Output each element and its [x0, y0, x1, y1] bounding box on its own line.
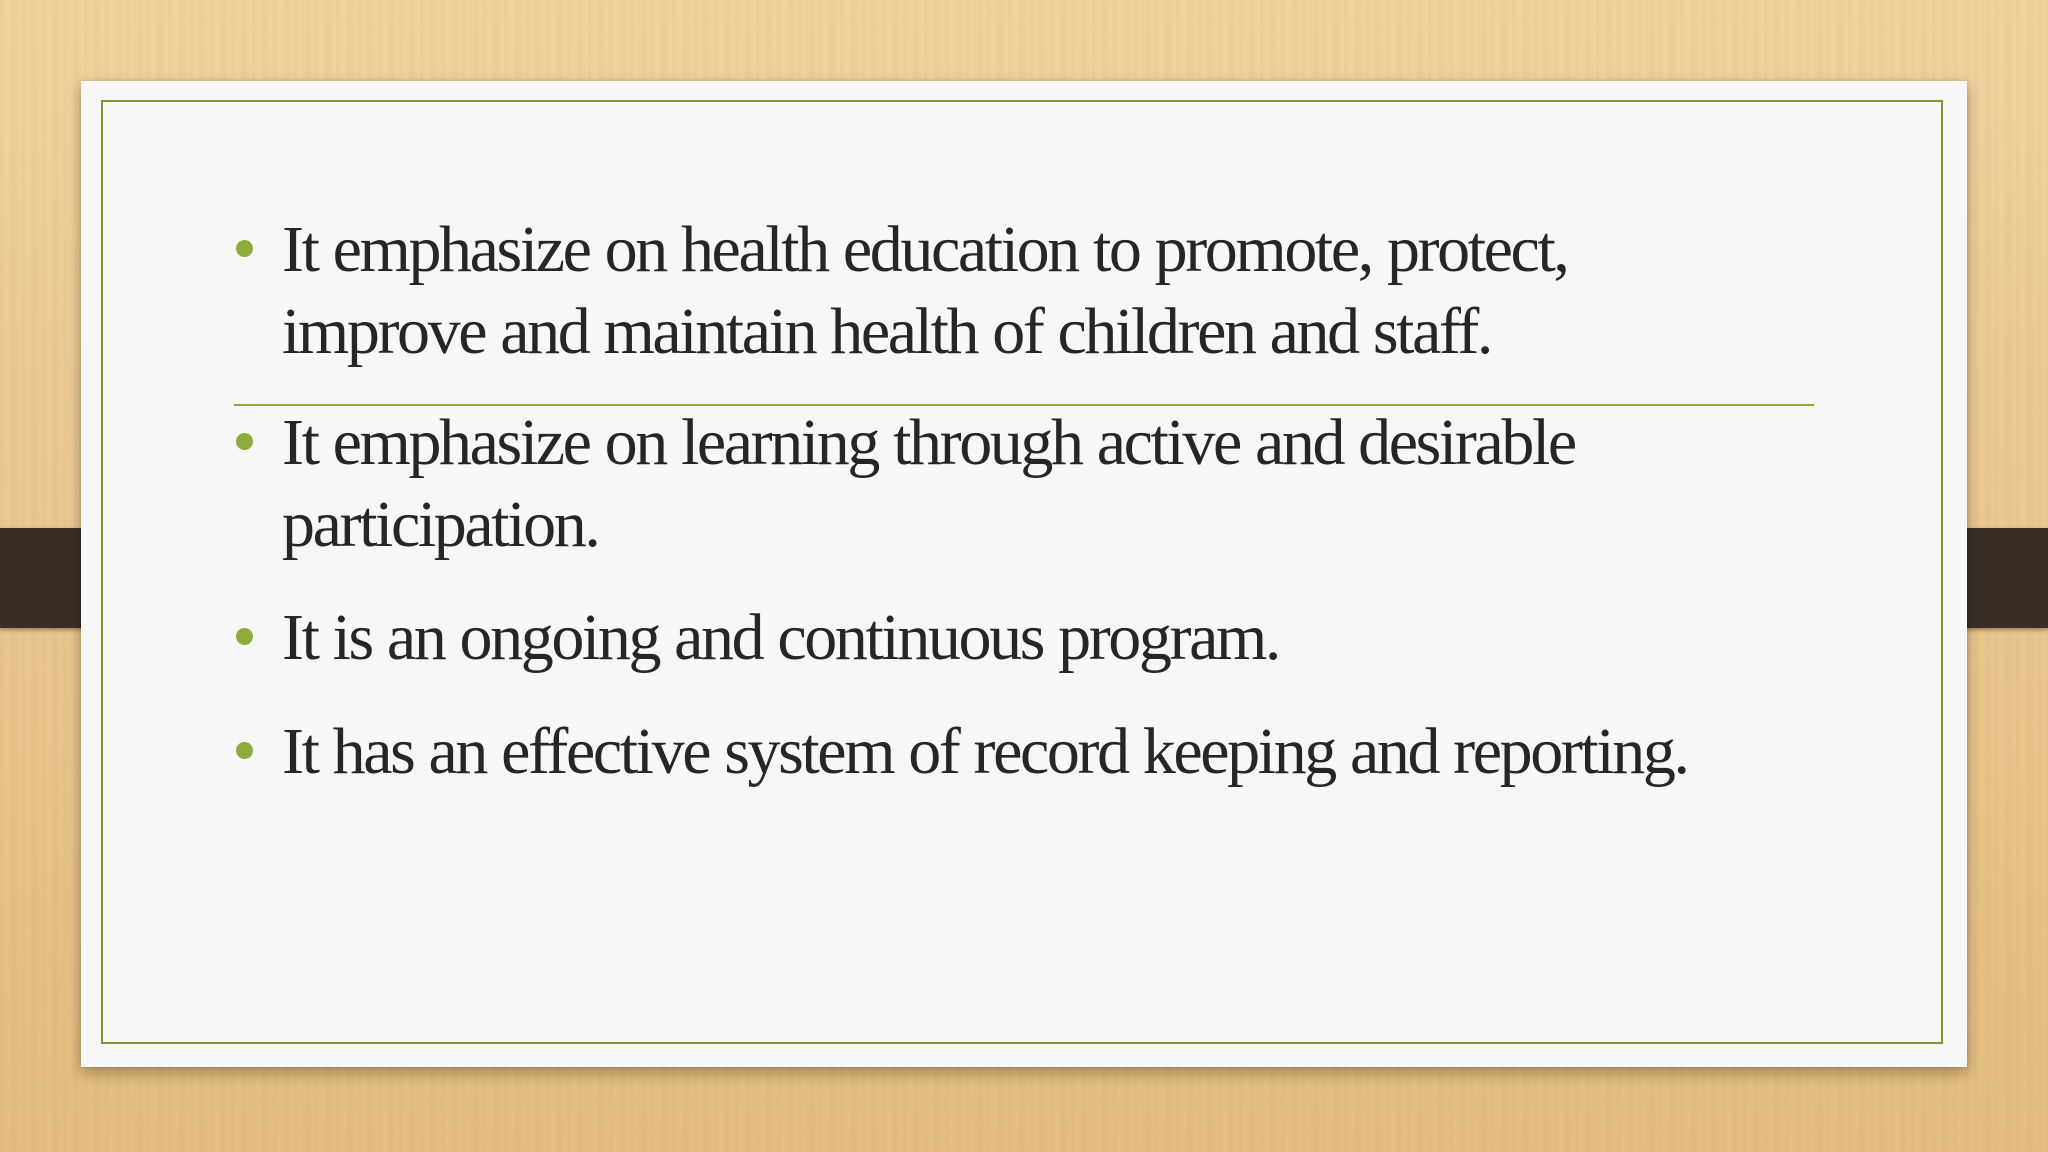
bullet-item	[282, 402, 1782, 566]
slide-paper	[81, 81, 1967, 1067]
bullet-text: It is an ongoing and continuous program.	[282, 601, 1280, 674]
bullet-dot-icon	[236, 240, 253, 257]
bullet-text: It emphasize on learning through active and desirable participation.	[282, 406, 1575, 561]
bullet-text: It emphasize on health education to promote, protect, improve and maintain health of children and staff.	[282, 213, 1568, 368]
bullet-dot-icon	[236, 742, 253, 759]
bullet-item	[282, 209, 1782, 373]
bullet-dot-icon	[236, 628, 253, 645]
bullet-item	[282, 597, 1782, 679]
bullet-item	[282, 711, 1782, 793]
bullet-text: It has an effective system of record keeping and reporting.	[282, 715, 1688, 788]
bullet-dot-icon	[236, 433, 253, 450]
